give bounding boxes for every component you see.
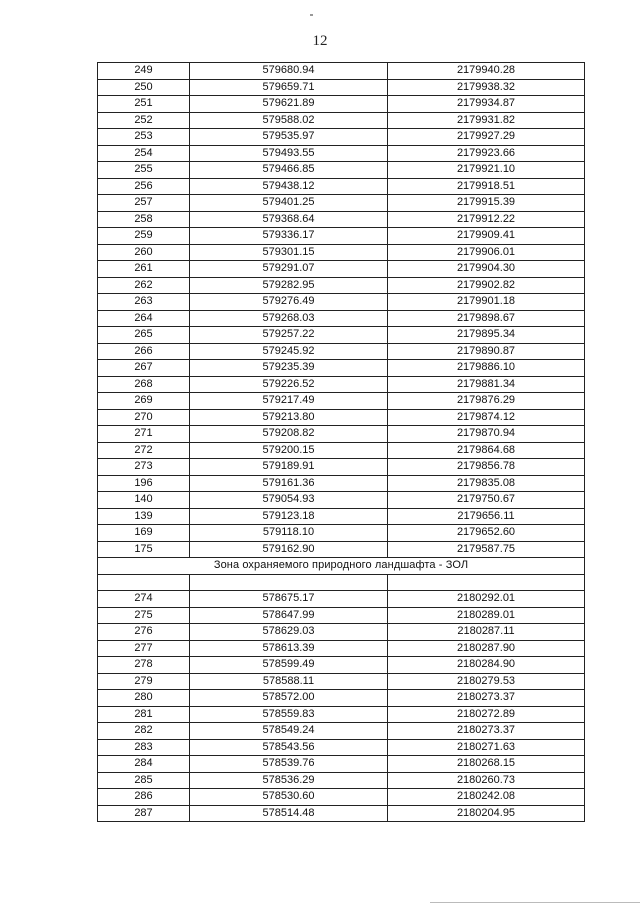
y-coordinate-cell: 2180204.95 — [388, 805, 585, 822]
x-coordinate-cell: 578613.39 — [190, 640, 388, 657]
point-number-cell: 272 — [98, 442, 190, 459]
table-row — [98, 310, 585, 327]
x-coordinate-cell: 579054.93 — [190, 492, 388, 509]
coordinates-table — [97, 62, 585, 822]
x-coordinate-cell: 579208.82 — [190, 426, 388, 443]
point-number-cell: 278 — [98, 657, 190, 674]
point-number-cell: 279 — [98, 673, 190, 690]
table-row — [98, 112, 585, 129]
table-row — [98, 360, 585, 377]
point-number-cell: 250 — [98, 79, 190, 96]
point-number-cell: 256 — [98, 178, 190, 195]
y-coordinate-cell: 2180242.08 — [388, 789, 585, 806]
table-row — [98, 426, 585, 443]
table-row — [98, 508, 585, 525]
x-coordinate-cell: 579235.39 — [190, 360, 388, 377]
table-row — [98, 277, 585, 294]
table-row — [98, 162, 585, 179]
y-coordinate-cell: 2180287.11 — [388, 624, 585, 641]
point-number-cell: 251 — [98, 96, 190, 113]
x-coordinate-cell: 579118.10 — [190, 525, 388, 542]
x-coordinate-cell: 579535.97 — [190, 129, 388, 146]
y-coordinate-cell: 2179931.82 — [388, 112, 585, 129]
blank-row — [98, 574, 585, 591]
x-coordinate-cell: 579161.36 — [190, 475, 388, 492]
upper-rows — [98, 63, 585, 558]
table-row — [98, 393, 585, 410]
point-number-cell: 260 — [98, 244, 190, 261]
table-row — [98, 541, 585, 558]
table-row — [98, 591, 585, 608]
x-coordinate-cell: 578539.76 — [190, 756, 388, 773]
point-number-cell: 265 — [98, 327, 190, 344]
table-row — [98, 459, 585, 476]
table-row — [98, 739, 585, 756]
blank-cell — [388, 574, 585, 591]
point-number-cell: 263 — [98, 294, 190, 311]
y-coordinate-cell: 2179835.08 — [388, 475, 585, 492]
x-coordinate-cell: 579401.25 — [190, 195, 388, 212]
y-coordinate-cell: 2179902.82 — [388, 277, 585, 294]
table-row — [98, 195, 585, 212]
x-coordinate-cell: 579213.80 — [190, 409, 388, 426]
y-coordinate-cell: 2179915.39 — [388, 195, 585, 212]
point-number-cell: 175 — [98, 541, 190, 558]
table-row — [98, 343, 585, 360]
point-number-cell: 252 — [98, 112, 190, 129]
blank-cell — [190, 574, 388, 591]
y-coordinate-cell: 2180271.63 — [388, 739, 585, 756]
x-coordinate-cell: 579200.15 — [190, 442, 388, 459]
x-coordinate-cell: 579301.15 — [190, 244, 388, 261]
y-coordinate-cell: 2179870.94 — [388, 426, 585, 443]
y-coordinate-cell: 2179895.34 — [388, 327, 585, 344]
blank-cell — [98, 574, 190, 591]
table-row — [98, 63, 585, 80]
zone-heading: Зона охраняемого природного ландшафта - ЗОЛ — [98, 558, 585, 575]
table-row — [98, 442, 585, 459]
point-number-cell: 271 — [98, 426, 190, 443]
y-coordinate-cell: 2180289.01 — [388, 607, 585, 624]
table-row — [98, 723, 585, 740]
x-coordinate-cell: 579217.49 — [190, 393, 388, 410]
table-row — [98, 129, 585, 146]
point-number-cell: 255 — [98, 162, 190, 179]
point-number-cell: 276 — [98, 624, 190, 641]
y-coordinate-cell: 2179886.10 — [388, 360, 585, 377]
lower-rows — [98, 591, 585, 822]
y-coordinate-cell: 2179909.41 — [388, 228, 585, 245]
y-coordinate-cell: 2179864.68 — [388, 442, 585, 459]
point-number-cell: 286 — [98, 789, 190, 806]
point-number-cell: 284 — [98, 756, 190, 773]
x-coordinate-cell: 579680.94 — [190, 63, 388, 80]
point-number-cell: 273 — [98, 459, 190, 476]
point-number-cell: 281 — [98, 706, 190, 723]
y-coordinate-cell: 2179940.28 — [388, 63, 585, 80]
table-row — [98, 657, 585, 674]
y-coordinate-cell: 2180273.37 — [388, 723, 585, 740]
point-number-cell: 139 — [98, 508, 190, 525]
point-number-cell: 267 — [98, 360, 190, 377]
table-row — [98, 789, 585, 806]
x-coordinate-cell: 578514.48 — [190, 805, 388, 822]
x-coordinate-cell: 579123.18 — [190, 508, 388, 525]
point-number-cell: 277 — [98, 640, 190, 657]
x-coordinate-cell: 579659.71 — [190, 79, 388, 96]
table-row — [98, 178, 585, 195]
x-coordinate-cell: 578536.29 — [190, 772, 388, 789]
table-row — [98, 145, 585, 162]
table-row — [98, 244, 585, 261]
point-number-cell: 270 — [98, 409, 190, 426]
zone-section — [98, 558, 585, 591]
x-coordinate-cell: 579336.17 — [190, 228, 388, 245]
point-number-cell: 285 — [98, 772, 190, 789]
y-coordinate-cell: 2180287.90 — [388, 640, 585, 657]
x-coordinate-cell: 579245.92 — [190, 343, 388, 360]
point-number-cell: 169 — [98, 525, 190, 542]
scan-speck — [310, 14, 313, 16]
y-coordinate-cell: 2179927.29 — [388, 129, 585, 146]
scan-edge-bottom — [430, 902, 640, 903]
table-row — [98, 525, 585, 542]
y-coordinate-cell: 2179921.10 — [388, 162, 585, 179]
y-coordinate-cell: 2179918.51 — [388, 178, 585, 195]
point-number-cell: 287 — [98, 805, 190, 822]
y-coordinate-cell: 2179938.32 — [388, 79, 585, 96]
table-row — [98, 211, 585, 228]
y-coordinate-cell: 2180273.37 — [388, 690, 585, 707]
table-row — [98, 706, 585, 723]
x-coordinate-cell: 579268.03 — [190, 310, 388, 327]
y-coordinate-cell: 2180284.90 — [388, 657, 585, 674]
x-coordinate-cell: 578675.17 — [190, 591, 388, 608]
y-coordinate-cell: 2179881.34 — [388, 376, 585, 393]
table-row — [98, 673, 585, 690]
table-row — [98, 624, 585, 641]
x-coordinate-cell: 579438.12 — [190, 178, 388, 195]
table-row — [98, 79, 585, 96]
table-row — [98, 805, 585, 822]
x-coordinate-cell: 579276.49 — [190, 294, 388, 311]
zone-heading-row — [98, 558, 585, 575]
y-coordinate-cell: 2179904.30 — [388, 261, 585, 278]
point-number-cell: 282 — [98, 723, 190, 740]
x-coordinate-cell: 578530.60 — [190, 789, 388, 806]
point-number-cell: 261 — [98, 261, 190, 278]
y-coordinate-cell: 2179856.78 — [388, 459, 585, 476]
y-coordinate-cell: 2180272.89 — [388, 706, 585, 723]
point-number-cell: 266 — [98, 343, 190, 360]
table-row — [98, 772, 585, 789]
x-coordinate-cell: 579588.02 — [190, 112, 388, 129]
point-number-cell: 268 — [98, 376, 190, 393]
table-row — [98, 475, 585, 492]
table-row — [98, 492, 585, 509]
point-number-cell: 275 — [98, 607, 190, 624]
table-row — [98, 607, 585, 624]
point-number-cell: 254 — [98, 145, 190, 162]
x-coordinate-cell: 578543.56 — [190, 739, 388, 756]
y-coordinate-cell: 2179876.29 — [388, 393, 585, 410]
x-coordinate-cell: 578599.49 — [190, 657, 388, 674]
x-coordinate-cell: 579291.07 — [190, 261, 388, 278]
table-row — [98, 640, 585, 657]
x-coordinate-cell: 578572.00 — [190, 690, 388, 707]
point-number-cell: 258 — [98, 211, 190, 228]
table-row — [98, 327, 585, 344]
x-coordinate-cell: 578647.99 — [190, 607, 388, 624]
table-row — [98, 294, 585, 311]
x-coordinate-cell: 579493.55 — [190, 145, 388, 162]
point-number-cell: 253 — [98, 129, 190, 146]
point-number-cell: 249 — [98, 63, 190, 80]
y-coordinate-cell: 2179874.12 — [388, 409, 585, 426]
point-number-cell: 269 — [98, 393, 190, 410]
x-coordinate-cell: 579282.95 — [190, 277, 388, 294]
y-coordinate-cell: 2180292.01 — [388, 591, 585, 608]
x-coordinate-cell: 579189.91 — [190, 459, 388, 476]
x-coordinate-cell: 579466.85 — [190, 162, 388, 179]
point-number-cell: 196 — [98, 475, 190, 492]
table-row — [98, 690, 585, 707]
x-coordinate-cell: 578549.24 — [190, 723, 388, 740]
y-coordinate-cell: 2179906.01 — [388, 244, 585, 261]
x-coordinate-cell: 579162.90 — [190, 541, 388, 558]
y-coordinate-cell: 2180260.73 — [388, 772, 585, 789]
table-row — [98, 96, 585, 113]
x-coordinate-cell: 578559.83 — [190, 706, 388, 723]
table-row — [98, 228, 585, 245]
point-number-cell: 140 — [98, 492, 190, 509]
y-coordinate-cell: 2179750.67 — [388, 492, 585, 509]
y-coordinate-cell: 2179912.22 — [388, 211, 585, 228]
x-coordinate-cell: 578588.11 — [190, 673, 388, 690]
y-coordinate-cell: 2179923.66 — [388, 145, 585, 162]
x-coordinate-cell: 578629.03 — [190, 624, 388, 641]
point-number-cell: 283 — [98, 739, 190, 756]
table-row — [98, 261, 585, 278]
y-coordinate-cell: 2179656.11 — [388, 508, 585, 525]
point-number-cell: 257 — [98, 195, 190, 212]
point-number-cell: 264 — [98, 310, 190, 327]
y-coordinate-cell: 2179652.60 — [388, 525, 585, 542]
point-number-cell: 262 — [98, 277, 190, 294]
y-coordinate-cell: 2179934.87 — [388, 96, 585, 113]
table-row — [98, 409, 585, 426]
point-number-cell: 274 — [98, 591, 190, 608]
y-coordinate-cell: 2179898.67 — [388, 310, 585, 327]
y-coordinate-cell: 2180268.15 — [388, 756, 585, 773]
point-number-cell: 280 — [98, 690, 190, 707]
x-coordinate-cell: 579621.89 — [190, 96, 388, 113]
y-coordinate-cell: 2180279.53 — [388, 673, 585, 690]
x-coordinate-cell: 579257.22 — [190, 327, 388, 344]
y-coordinate-cell: 2179890.87 — [388, 343, 585, 360]
x-coordinate-cell: 579226.52 — [190, 376, 388, 393]
table-row — [98, 376, 585, 393]
point-number-cell: 259 — [98, 228, 190, 245]
x-coordinate-cell: 579368.64 — [190, 211, 388, 228]
y-coordinate-cell: 2179901.18 — [388, 294, 585, 311]
y-coordinate-cell: 2179587.75 — [388, 541, 585, 558]
table-row — [98, 756, 585, 773]
page-number: 12 — [312, 33, 328, 49]
